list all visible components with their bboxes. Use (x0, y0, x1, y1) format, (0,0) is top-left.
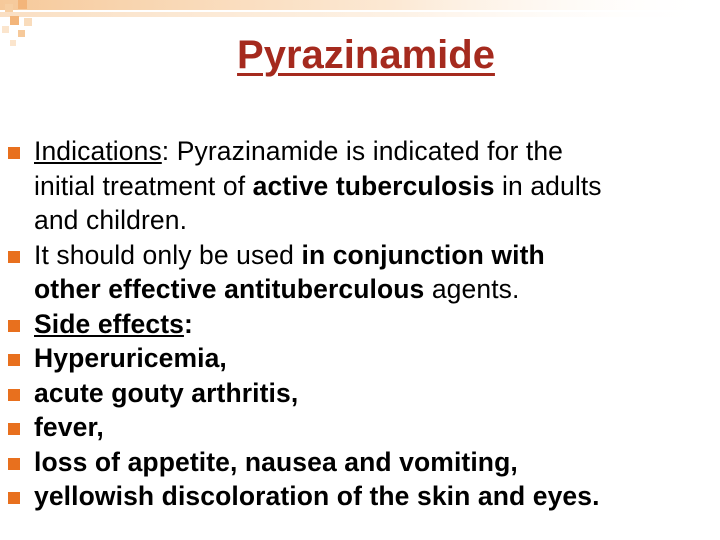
bullet-square-icon (8, 389, 20, 401)
bullet-square-icon (8, 458, 20, 470)
bullet-square-icon (8, 147, 20, 159)
bullet-square-icon (8, 423, 20, 435)
bullet-side-effect-item: acute gouty arthritis, (0, 376, 720, 411)
bullet-side-effect-item: yellowish discoloration of the skin and eyes. (0, 479, 720, 514)
bullet-side-effect-item: fever, (0, 410, 720, 445)
bullet-conjunction: It should only be used in conjunction with other effective antituberculous agents. (0, 238, 720, 307)
bullet-side-effect-item: loss of appetite, nausea and vomiting, (0, 445, 720, 480)
bullet-square-icon (8, 251, 20, 263)
side-effects-label: Side effects (34, 308, 184, 339)
active-tuberculosis-emphasis: active tuberculosis (252, 170, 495, 201)
bullet-square-icon (8, 354, 20, 366)
bullet-list (0, 134, 720, 514)
slide-title (0, 30, 720, 80)
antituberculous-emphasis: other effective antituberculous (34, 274, 425, 304)
conjunction-emphasis: in conjunction with (301, 239, 545, 270)
indications-text: Pyrazinamide is indicated for the (169, 136, 563, 166)
bullet-square-icon (8, 320, 20, 332)
slide-title-text: Pyrazinamide (237, 33, 495, 77)
bullet-side-effects: Side effects: (0, 307, 720, 342)
bullet-square-icon (8, 492, 20, 504)
bullet-side-effect-item: Hyperuricemia, (0, 341, 720, 376)
indications-label: Indications (34, 136, 162, 166)
bullet-indications: Indications: Pyrazinamide is indicated for the initial treatment of active tuberculosis in adults and children. (0, 134, 720, 238)
